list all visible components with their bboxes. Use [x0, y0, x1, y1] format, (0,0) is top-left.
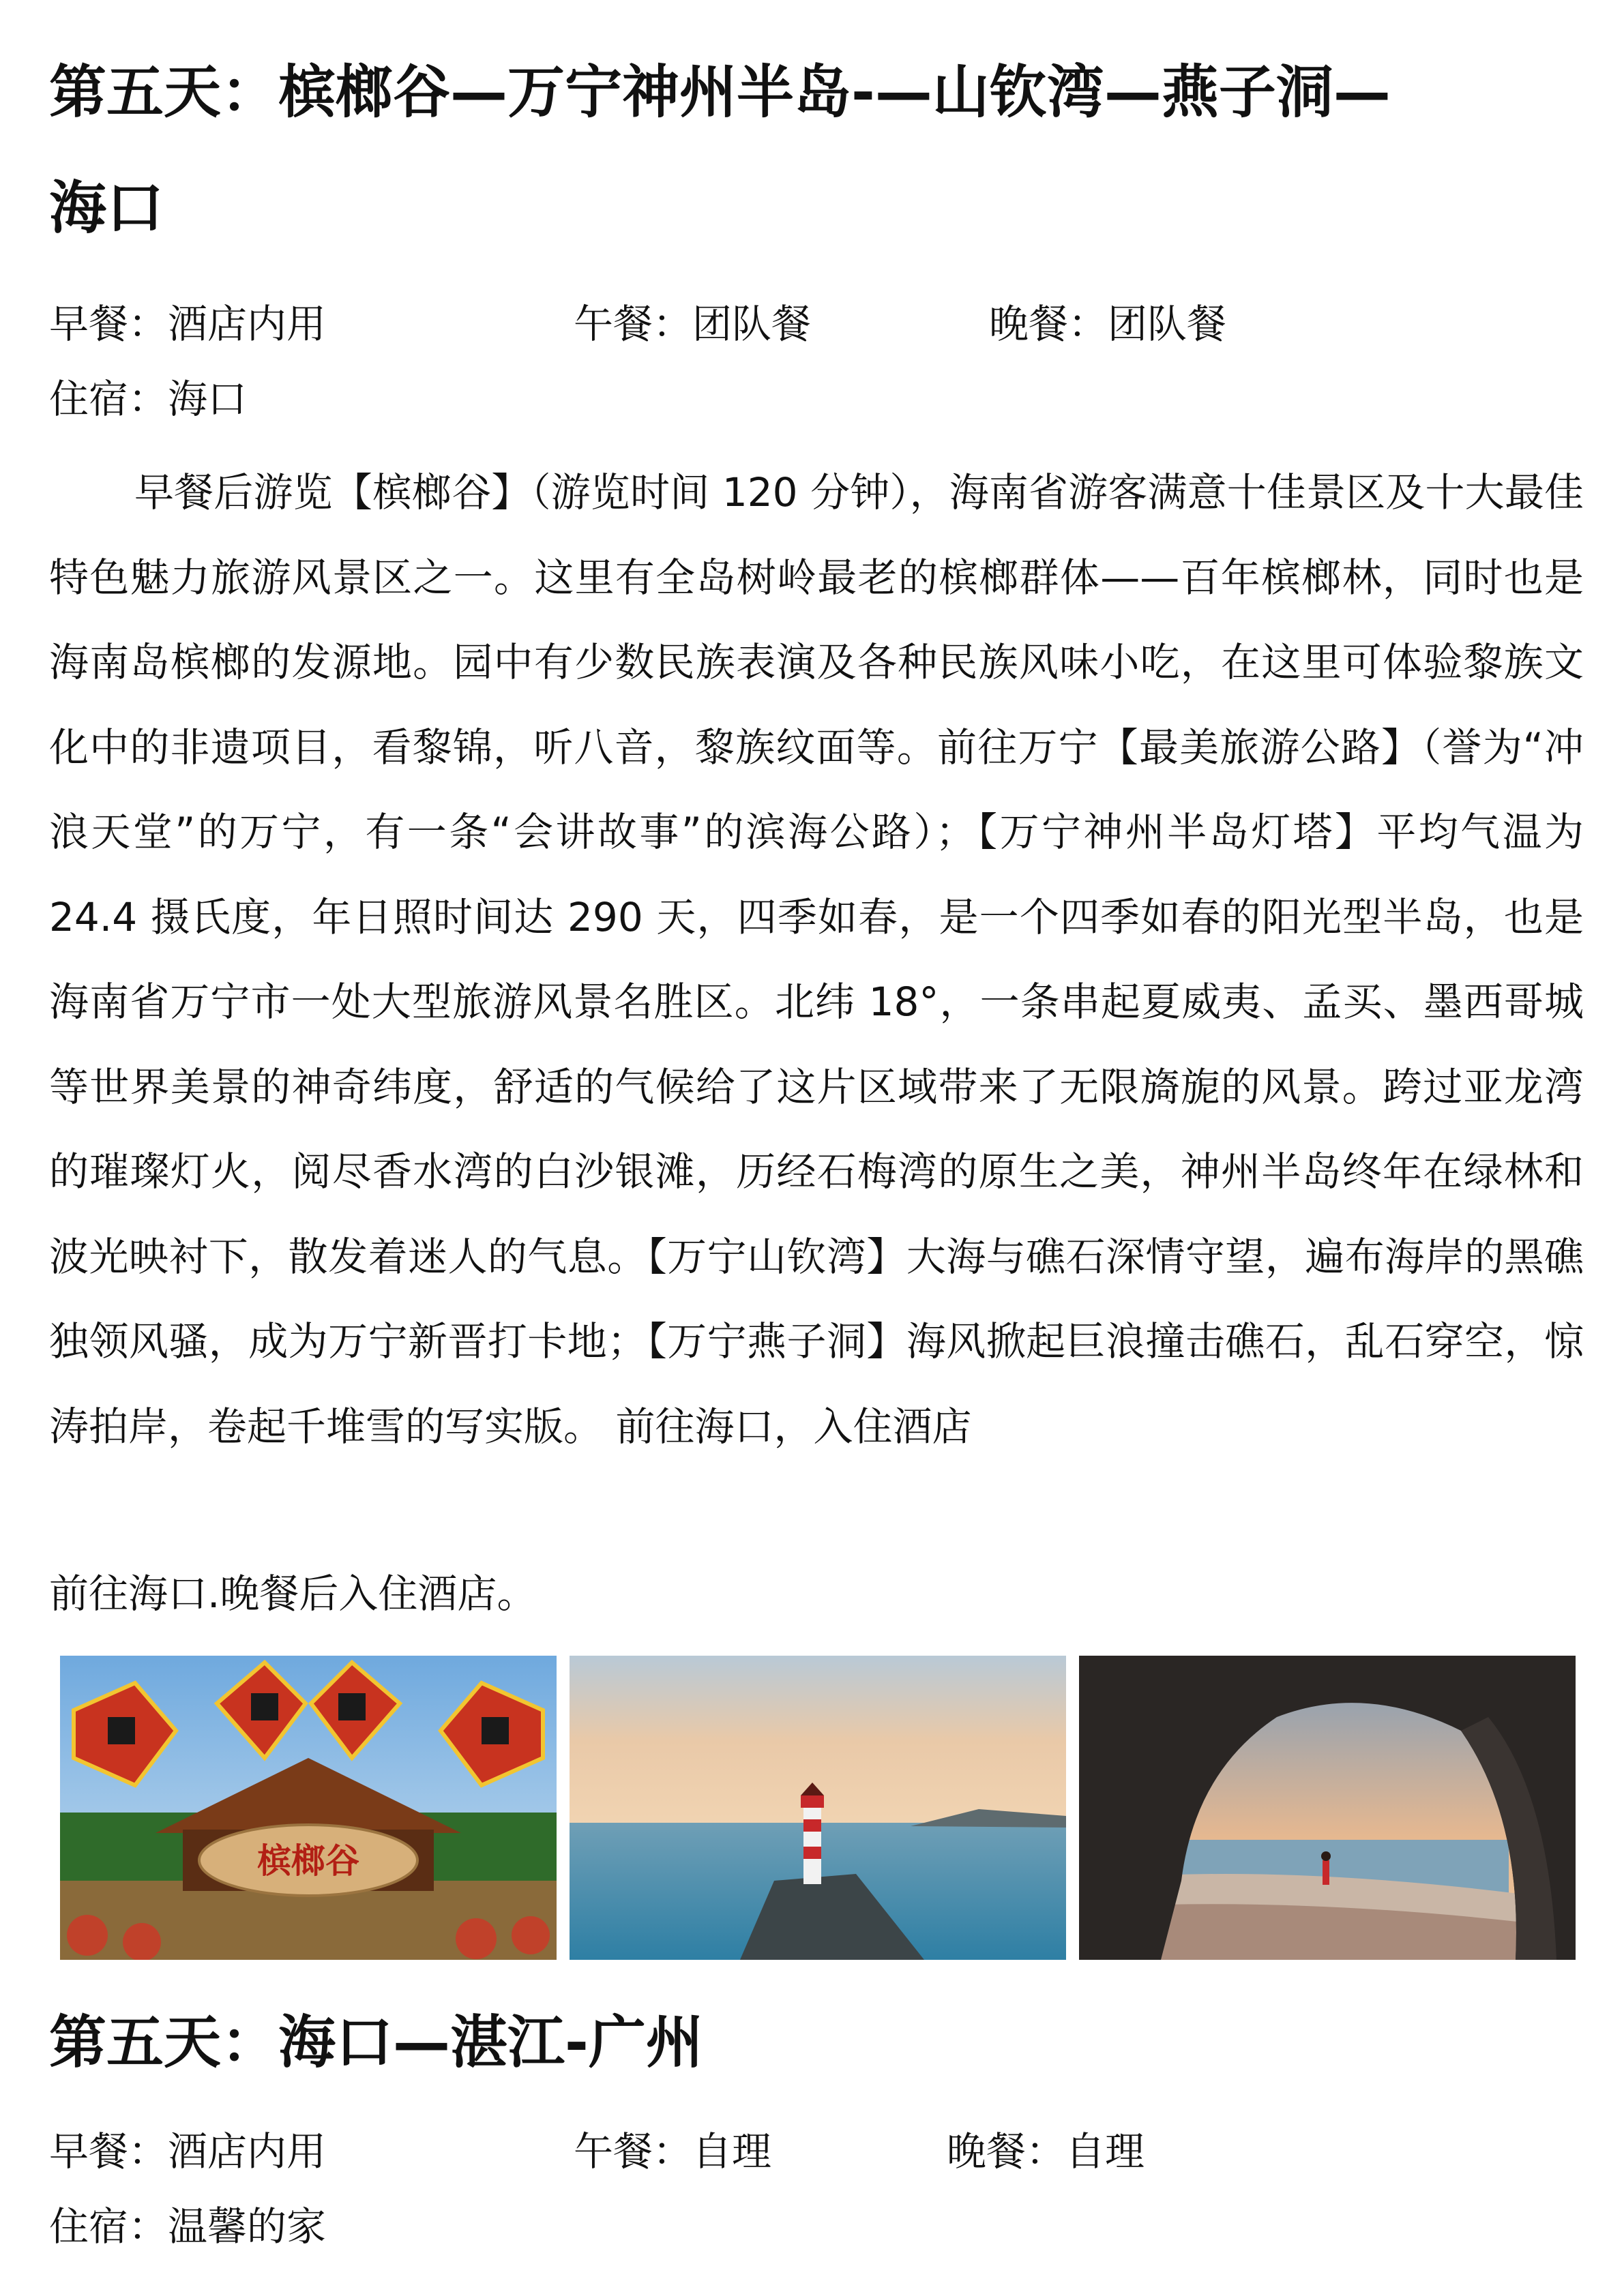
- betel-nut-valley-photo: [60, 1656, 557, 1960]
- return-dinner-info: 晚餐：自理: [947, 2128, 1145, 2175]
- return-day-meals: [49, 2117, 1584, 2186]
- day-five-title-line1: 第五天：槟榔谷—万宁神州半岛-—山钦湾—燕子洞—: [49, 59, 1391, 125]
- day-five-title: [49, 34, 1584, 266]
- day-five-meals: [49, 290, 1584, 358]
- lunch-info: 午餐：团队餐: [574, 301, 812, 347]
- return-breakfast-info: 早餐：酒店内用: [49, 2128, 327, 2175]
- betel-nut-valley-sign: 槟榔谷: [257, 1840, 359, 1881]
- swallow-cave-photo: [1079, 1656, 1576, 1960]
- dinner-info: 晚餐：团队餐: [989, 301, 1227, 347]
- day-five-title-line2: 海口: [49, 175, 164, 241]
- return-day-stay: 住宿：温馨的家: [49, 2203, 327, 2250]
- breakfast-info: 早餐：酒店内用: [49, 301, 327, 347]
- return-lunch-info: 午餐：自理: [574, 2128, 772, 2175]
- day-five-tail-note: 前往海口.晚餐后入住酒店。: [49, 1570, 537, 1617]
- day-five-return-title: 第五天：海口—湛江-广州: [49, 2009, 703, 2076]
- day-five-description: 早餐后游览【槟榔谷】（游览时间 120 分钟），海南省游客满意十佳景区及十大最佳特色魅力旅游风景区之一。这里有全岛树岭最老的槟榔群体——百年槟榔林，同时也是海南岛槟榔的发源地。园中有少数民族表演及各种民族风味小吃，在这里可体验黎族文化中的非遗项目，看黎锦，听八音，黎族纹面等。前往万宁【最美旅游公路】（誉为“冲浪天堂”的万宁，有一条“会讲故事”的滨海公路）；【万宁神州半岛灯塔】平均气温为 24.4 摄氏度，年日照时间达 290 天，四季如春，是一个四季如春的阳光型半岛，也是海南省万宁市一处大型旅游风景名胜区。北纬 18°，一条串起夏威夷、孟买、墨西哥城等世界美景的神奇纬度，舒适的气候给了这片区域带来了无限旖旎的风景。跨过亚龙湾的璀璨灯火，阅尽香水湾的白沙银滩，历经石梅湾的原生之美，神州半岛终年在绿林和波光映衬下，散发着迷人的气息。【万宁山钦湾】大海与礁石深情守望，遍布海岸的黑礁独领风骚，成为万宁新晋打卡地；【万宁燕子洞】海风掀起巨浪撞击礁石，乱石穿空，惊涛拍岸，卷起千堆雪的写实版。 前往海口，入住酒店: [49, 469, 1584, 1450]
- day-five-stay: 住宿：海口: [49, 376, 248, 422]
- shenzhou-lighthouse-photo: [570, 1656, 1066, 1960]
